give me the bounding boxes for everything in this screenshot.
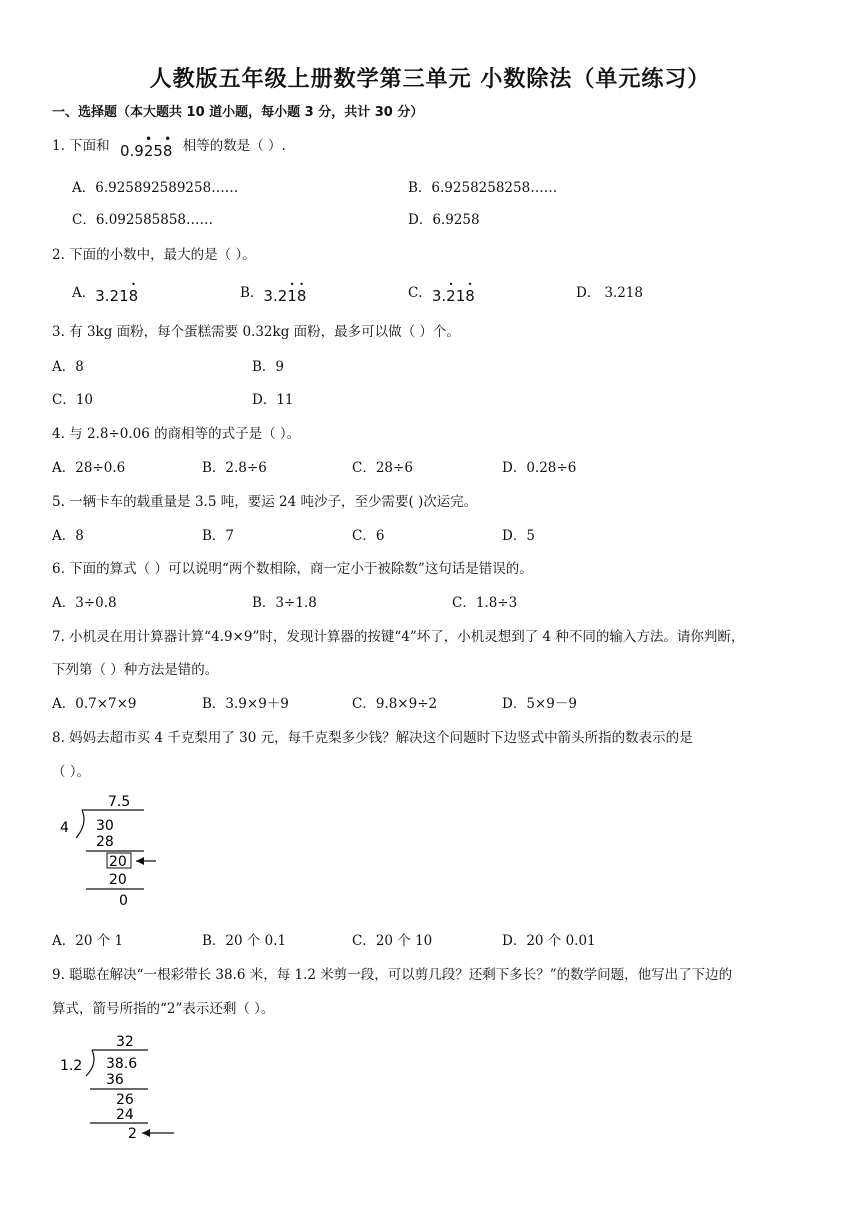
division-remainder-1: 20 bbox=[109, 854, 127, 870]
division-remainder-1: 26 bbox=[116, 1092, 134, 1108]
question-6: 6. 下面的算式（ ）可以说明“两个数相除，商一定小于被除数”这句话是错误的。 bbox=[52, 561, 533, 577]
q2-option-c[interactable]: C．3.2 • 18 • bbox=[408, 280, 475, 305]
division-step-2: 24 bbox=[116, 1107, 134, 1123]
q6-option-a[interactable]: A．3÷0.8 bbox=[52, 595, 117, 611]
division-step-1: 28 bbox=[96, 834, 114, 850]
q4-option-c[interactable]: C．28÷6 bbox=[352, 460, 413, 476]
q8-option-a[interactable]: A．20 个 1 bbox=[52, 933, 124, 949]
question-2: 2. 下面的小数中，最大的是（ ）。 bbox=[52, 247, 256, 263]
long-division-figure-1 bbox=[56, 790, 166, 910]
q3-option-a[interactable]: A．8 bbox=[52, 359, 84, 375]
q6-option-c[interactable]: C．1.8÷3 bbox=[452, 595, 518, 611]
division-quotient: 7.5 bbox=[108, 794, 131, 810]
q7-option-b[interactable]: B．3.9×9＋9 bbox=[202, 696, 289, 712]
q4-option-d[interactable]: D．0.28÷6 bbox=[502, 460, 577, 476]
q3-option-b[interactable]: B．9 bbox=[252, 359, 285, 375]
q8-option-b[interactable]: B．20 个 0.1 bbox=[202, 933, 287, 949]
division-quotient: 32 bbox=[116, 1034, 134, 1050]
q5-option-c[interactable]: C．6 bbox=[352, 528, 385, 544]
repeating-decimal: 0.92 • 58 • bbox=[119, 134, 173, 160]
q3-option-d[interactable]: D．11 bbox=[252, 392, 294, 408]
q2-option-a[interactable]: A．3.218 • bbox=[72, 280, 139, 305]
division-dividend: 38.6 bbox=[106, 1056, 138, 1072]
q8-option-d[interactable]: D．20 个 0.01 bbox=[502, 933, 596, 949]
q8-option-c[interactable]: C．20 个 10 bbox=[352, 933, 433, 949]
q1-option-d[interactable]: D．6.9258 bbox=[408, 212, 480, 228]
q7-option-a[interactable]: A．0.7×7×9 bbox=[52, 696, 137, 712]
division-remainder-2: 2 bbox=[128, 1126, 137, 1142]
q7-option-c[interactable]: C．9.8×9÷2 bbox=[352, 696, 438, 712]
q5-option-b[interactable]: B．7 bbox=[202, 528, 235, 544]
division-remainder-2: 0 bbox=[119, 893, 128, 909]
division-step-2: 20 bbox=[109, 872, 127, 888]
page-title: 人教版五年级上册数学第三单元 小数除法（单元练习） bbox=[149, 67, 711, 92]
question-3: 3. 有 3kg 面粉，每个蛋糕需要 0.32kg 面粉，最多可以做（ ）个。 bbox=[52, 324, 460, 340]
long-division-figure-2 bbox=[56, 1030, 186, 1145]
q7-option-d[interactable]: D．5×9－9 bbox=[502, 696, 577, 712]
division-divisor: 4 bbox=[60, 820, 69, 836]
arrow-icon bbox=[136, 857, 144, 865]
q3-option-c[interactable]: C．10 bbox=[52, 392, 94, 408]
q2-option-d[interactable]: D． 3.218 bbox=[576, 285, 643, 301]
question-9-line-1: 9. 聪聪在解决“一根彩带长 38.6 米，每 1.2 米剪一段，可以剪几段？还剩下多长？”的数学问题，他写出了下边的 bbox=[52, 967, 733, 983]
q5-option-a[interactable]: A．8 bbox=[52, 528, 84, 544]
question-1-suffix: 相等的数是（ ）. bbox=[182, 138, 286, 154]
question-1 bbox=[52, 134, 286, 160]
q4-option-b[interactable]: B．2.8÷6 bbox=[202, 460, 267, 476]
division-step-1: 36 bbox=[106, 1072, 124, 1088]
question-8-line-1: 8. 妈妈去超市买 4 千克梨用了 30 元，每千克梨多少钱？解决这个问题时下边竖式中箭头所指的数表示的是 bbox=[52, 730, 693, 746]
question-8-line-2: （ ）。 bbox=[52, 764, 91, 780]
question-7-line-2: 下列第（ ）种方法是错的。 bbox=[52, 662, 219, 678]
q5-option-d[interactable]: D．5 bbox=[502, 528, 535, 544]
q1-option-c[interactable]: C．6.092585858…… bbox=[72, 212, 214, 228]
section-heading: 一、选择题（本大题共 10 道小题，每小题 3 分，共计 30 分） bbox=[52, 105, 424, 120]
question-9-line-2: 算式，箭号所指的“2”表示还剩（ ）。 bbox=[52, 1001, 275, 1017]
question-4: 4. 与 2.8÷0.06 的商相等的式子是（ ）。 bbox=[52, 426, 301, 442]
q1-option-b[interactable]: B．6.9258258258…… bbox=[408, 180, 558, 196]
question-5: 5. 一辆卡车的载重量是 3.5 吨，要运 24 吨沙子，至少需要( )次运完。 bbox=[52, 494, 478, 510]
question-7-line-1: 7. 小机灵在用计算器计算“4.9×9”时，发现计算器的按键“4”坏了，小机灵想到了 4 种不同的输入方法。请你判断， bbox=[52, 629, 745, 645]
question-1-prefix: 1. 下面和 bbox=[52, 138, 110, 154]
q4-option-a[interactable]: A．28÷0.6 bbox=[52, 460, 126, 476]
q1-option-a[interactable]: A．6.925892589258…… bbox=[72, 180, 239, 196]
division-divisor: 1.2 bbox=[60, 1058, 83, 1074]
division-dividend: 30 bbox=[96, 818, 114, 834]
q6-option-b[interactable]: B．3÷1.8 bbox=[252, 595, 317, 611]
arrow-icon bbox=[142, 1129, 150, 1137]
q2-option-b[interactable]: B．3.21 • 8 • bbox=[240, 280, 307, 305]
